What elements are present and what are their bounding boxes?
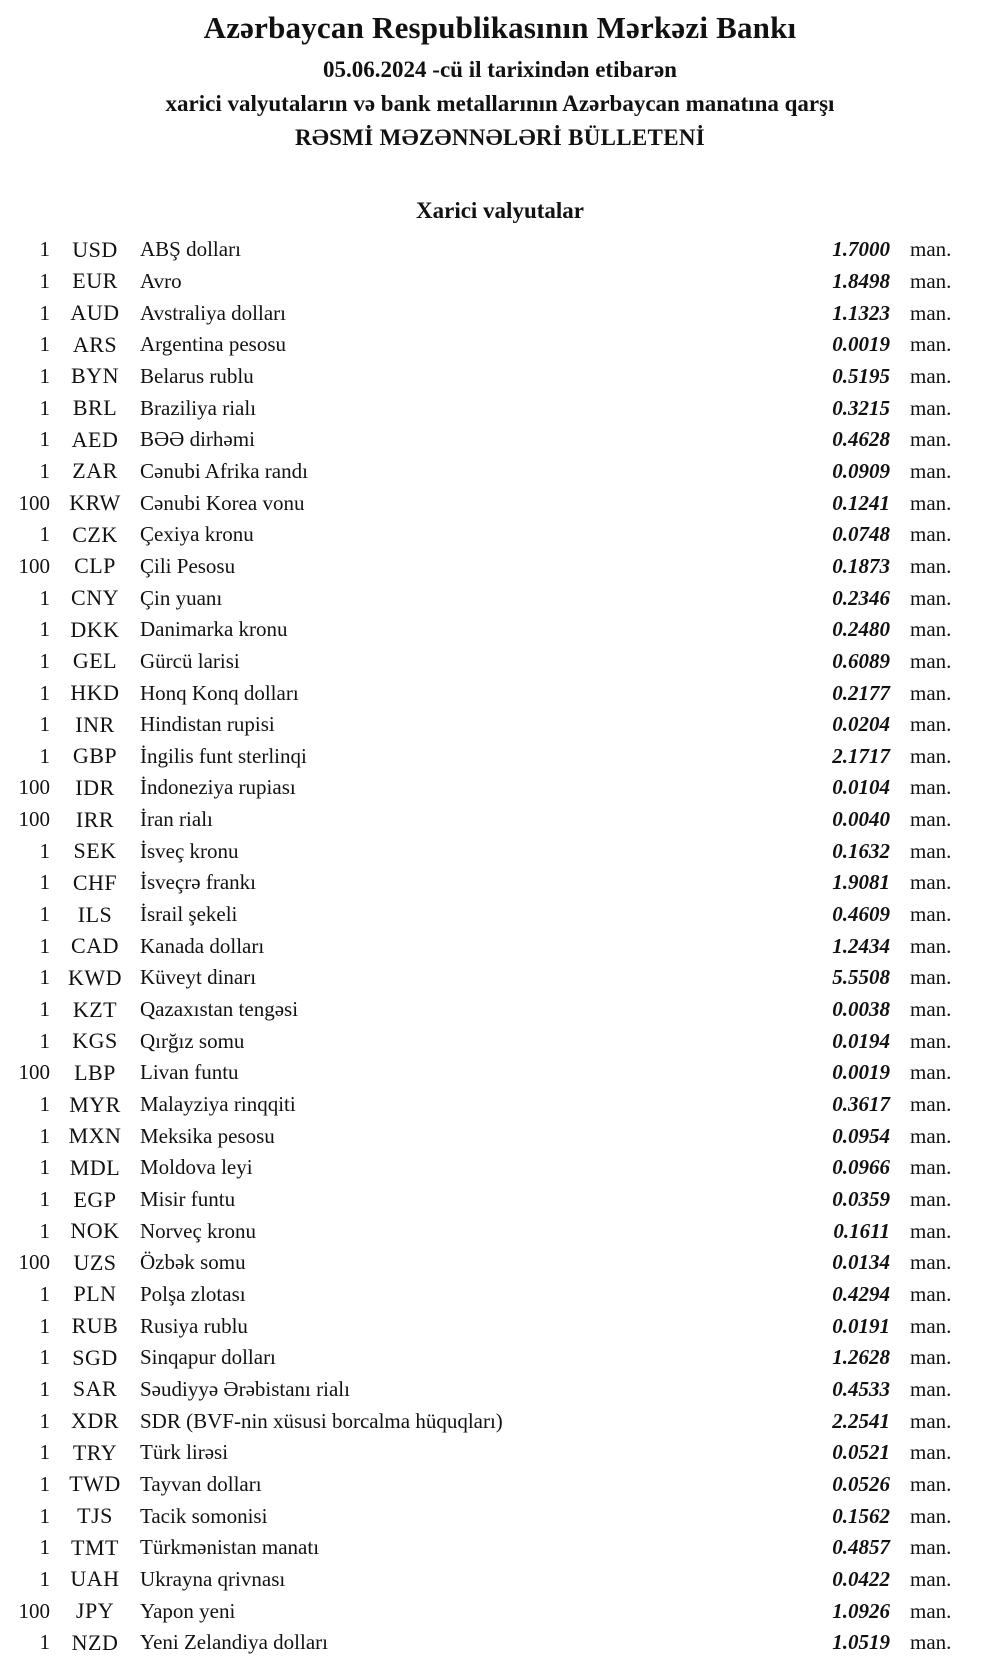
currency-name-cell: Yapon yeni <box>140 1598 236 1623</box>
rate-value-cell: 0.0204 <box>832 712 890 737</box>
currency-code-cell: RUB <box>71 1313 119 1339</box>
rate-value-cell: 0.0954 <box>832 1123 890 1148</box>
quantity-cell: 1 <box>39 522 50 547</box>
currency-name-cell: Çin yuanı <box>140 585 223 610</box>
currency-code-cell: NZD <box>71 1629 119 1655</box>
currency-name-cell: Argentina pesosu <box>140 332 287 357</box>
currency-code-cell: TMT <box>71 1534 119 1560</box>
rate-value-cell: 2.1717 <box>832 743 890 768</box>
unit-cell: man. <box>910 1281 952 1306</box>
quantity-cell: 1 <box>39 680 50 705</box>
exchange-rates-table <box>0 234 1000 1659</box>
currency-name-cell: Özbək somu <box>140 1250 246 1275</box>
currency-name-cell: İsrail şekeli <box>140 902 238 927</box>
quantity-cell: 1 <box>39 237 50 262</box>
currency-name-cell: BƏƏ dirhəmi <box>140 427 255 452</box>
currency-name-cell: Səudiyyə Ərəbistanı rialı <box>140 1376 350 1401</box>
rate-row <box>0 1279 1000 1311</box>
currency-code-cell: JPY <box>75 1598 115 1624</box>
rate-value-cell: 1.0519 <box>832 1630 890 1655</box>
quantity-cell: 1 <box>39 1440 50 1465</box>
rate-value-cell: 0.4533 <box>832 1376 890 1401</box>
unit-cell: man. <box>910 1345 952 1370</box>
rate-row <box>0 709 1000 741</box>
quantity-cell: 1 <box>39 648 50 673</box>
currency-code-cell: GEL <box>72 648 118 674</box>
rate-value-cell: 1.1323 <box>832 300 890 325</box>
rate-value-cell: 1.8498 <box>832 268 890 293</box>
rate-row <box>0 741 1000 773</box>
currency-name-cell: Çexiya kronu <box>140 522 254 547</box>
rate-value-cell: 0.2346 <box>832 585 890 610</box>
unit-cell: man. <box>910 268 952 293</box>
currency-code-cell: SAR <box>72 1376 118 1402</box>
rate-row <box>0 361 1000 393</box>
rate-row <box>0 1057 1000 1089</box>
unit-cell: man. <box>910 1092 952 1117</box>
currency-name-cell: SDR (BVF-nin xüsusi borcalma hüquqları) <box>140 1408 503 1433</box>
currency-code-cell: AUD <box>70 300 120 326</box>
unit-cell: man. <box>910 490 952 515</box>
currency-code-cell: KGS <box>72 1028 118 1054</box>
currency-code-cell: DKK <box>70 616 120 642</box>
rate-row <box>0 1595 1000 1627</box>
unit-cell: man. <box>910 1408 952 1433</box>
currency-code-cell: KWD <box>67 964 123 990</box>
unit-cell: man. <box>910 1440 952 1465</box>
unit-cell: man. <box>910 1535 952 1560</box>
quantity-cell: 1 <box>39 965 50 990</box>
currency-name-cell: İsveçrə frankı <box>140 870 257 895</box>
quantity-cell: 1 <box>39 1408 50 1433</box>
rate-row <box>0 1247 1000 1279</box>
unit-cell: man. <box>910 965 952 990</box>
currency-name-cell: Danimarka kronu <box>140 617 288 642</box>
currency-code-cell: BYN <box>71 363 119 389</box>
unit-cell: man. <box>910 395 952 420</box>
unit-cell: man. <box>910 680 952 705</box>
quantity-cell: 1 <box>39 585 50 610</box>
quantity-cell: 1 <box>39 458 50 483</box>
rate-value-cell: 0.0040 <box>832 807 890 832</box>
rate-value-cell: 1.2434 <box>832 933 890 958</box>
currency-code-cell: CAD <box>71 933 119 959</box>
currency-code-cell: ILS <box>77 901 113 927</box>
rate-row <box>0 297 1000 329</box>
rate-row <box>0 424 1000 456</box>
rate-row <box>0 1469 1000 1501</box>
rate-value-cell: 0.0359 <box>832 1187 890 1212</box>
rate-row <box>0 646 1000 678</box>
quantity-cell: 1 <box>39 1345 50 1370</box>
rate-value-cell: 0.0019 <box>832 1060 890 1085</box>
currency-name-cell: Cənubi Afrika randı <box>140 458 308 483</box>
unit-cell: man. <box>910 363 952 388</box>
currency-name-cell: İsveç kronu <box>140 838 239 863</box>
currency-code-cell: MXN <box>68 1123 122 1149</box>
rate-row <box>0 677 1000 709</box>
rate-value-cell: 0.6089 <box>832 648 890 673</box>
quantity-cell: 1 <box>39 1535 50 1560</box>
quantity-cell: 1 <box>39 1376 50 1401</box>
bulletin-title: RƏSMİ MƏZƏNNƏLƏRİ BÜLLETENİ <box>294 125 705 150</box>
rate-value-cell: 1.2628 <box>832 1345 890 1370</box>
currency-code-cell: KZT <box>72 996 118 1022</box>
rate-value-cell: 0.3215 <box>832 395 890 420</box>
currency-name-cell: Türkmənistan manatı <box>140 1535 320 1560</box>
unit-cell: man. <box>910 712 952 737</box>
currency-name-cell: Qazaxıstan tengəsi <box>140 997 299 1022</box>
quantity-cell: 1 <box>39 1187 50 1212</box>
unit-cell: man. <box>910 1313 952 1338</box>
rate-value-cell: 0.0966 <box>832 1155 890 1180</box>
bank-name-title: Azərbaycan Respublikasının Mərkəzi Bankı <box>203 10 797 45</box>
unit-cell: man. <box>910 300 952 325</box>
quantity-cell: 1 <box>39 427 50 452</box>
quantity-cell: 1 <box>39 363 50 388</box>
rate-value-cell: 0.2480 <box>832 617 890 642</box>
rate-value-cell: 0.4857 <box>832 1535 890 1560</box>
unit-cell: man. <box>910 1598 952 1623</box>
rate-value-cell: 0.0521 <box>832 1440 890 1465</box>
rate-value-cell: 0.0526 <box>832 1471 890 1496</box>
currency-name-cell: Qırğız somu <box>140 1028 245 1053</box>
currency-name-cell: Kanada dolları <box>140 933 265 958</box>
section-title-foreign-currencies: Xarici valyutalar <box>416 198 584 223</box>
unit-cell: man. <box>910 458 952 483</box>
currency-name-cell: Çili Pesosu <box>140 553 236 578</box>
rate-value-cell: 0.0909 <box>832 458 890 483</box>
currency-code-cell: GBP <box>72 743 118 769</box>
quantity-cell: 100 <box>18 1060 50 1085</box>
currency-name-cell: Norveç kronu <box>140 1218 257 1243</box>
unit-cell: man. <box>910 1250 952 1275</box>
rate-row <box>0 1184 1000 1216</box>
currency-code-cell: MDL <box>69 1154 121 1180</box>
unit-cell: man. <box>910 1471 952 1496</box>
currency-name-cell: Avstraliya dolları <box>140 300 286 325</box>
quantity-cell: 1 <box>39 300 50 325</box>
rate-row <box>0 1342 1000 1374</box>
currency-code-cell: IRR <box>75 806 115 832</box>
currency-name-cell: Tacik somonisi <box>140 1503 268 1528</box>
rate-value-cell: 1.0926 <box>832 1598 890 1623</box>
currency-code-cell: USD <box>72 236 118 262</box>
currency-name-cell: İndoneziya rupiası <box>140 775 296 800</box>
quantity-cell: 1 <box>39 712 50 737</box>
unit-cell: man. <box>910 1566 952 1591</box>
rate-row <box>0 835 1000 867</box>
rate-row <box>0 1120 1000 1152</box>
currency-code-cell: INR <box>75 711 115 737</box>
currency-code-cell: TRY <box>72 1439 118 1465</box>
rate-row <box>0 962 1000 994</box>
currency-code-cell: EGP <box>73 1186 117 1212</box>
currency-name-cell: Küveyt dinarı <box>140 965 257 990</box>
unit-cell: man. <box>910 997 952 1022</box>
unit-cell: man. <box>910 1630 952 1655</box>
currency-name-cell: Malayziya rinqqiti <box>140 1092 296 1117</box>
quantity-cell: 1 <box>39 902 50 927</box>
quantity-cell: 1 <box>39 1630 50 1655</box>
rate-row <box>0 456 1000 488</box>
quantity-cell: 100 <box>18 1250 50 1275</box>
currency-code-cell: NOK <box>70 1218 120 1244</box>
unit-cell: man. <box>910 1503 952 1528</box>
currency-name-cell: İngilis funt sterlinqi <box>140 743 307 768</box>
unit-cell: man. <box>910 553 952 578</box>
rate-row <box>0 772 1000 804</box>
bulletin-subtitle: xarici valyutaların və bank metallarının Azərbaycan manatına qarşı <box>165 91 835 116</box>
quantity-cell: 1 <box>39 268 50 293</box>
quantity-cell: 1 <box>39 332 50 357</box>
quantity-cell: 100 <box>18 553 50 578</box>
rate-value-cell: 1.7000 <box>832 237 890 262</box>
rate-value-cell: 0.1873 <box>832 553 890 578</box>
rate-row <box>0 234 1000 266</box>
currency-code-cell: EUR <box>72 268 118 294</box>
currency-name-cell: Livan funtu <box>140 1060 239 1085</box>
currency-code-cell: AED <box>71 426 119 452</box>
rate-row <box>0 804 1000 836</box>
quantity-cell: 1 <box>39 617 50 642</box>
quantity-cell: 1 <box>39 395 50 420</box>
rate-row <box>0 1025 1000 1057</box>
rate-row <box>0 519 1000 551</box>
currency-code-cell: CHF <box>72 869 118 895</box>
currency-name-cell: Moldova leyi <box>140 1155 253 1180</box>
rate-value-cell: 0.1562 <box>832 1503 890 1528</box>
currency-code-cell: TWD <box>69 1471 121 1497</box>
quantity-cell: 1 <box>39 1313 50 1338</box>
currency-name-cell: Hindistan rupisi <box>140 712 275 737</box>
unit-cell: man. <box>910 902 952 927</box>
currency-code-cell: ARS <box>72 331 118 357</box>
rate-value-cell: 0.1611 <box>833 1218 890 1243</box>
quantity-cell: 100 <box>18 775 50 800</box>
rate-row <box>0 1532 1000 1564</box>
unit-cell: man. <box>910 775 952 800</box>
quantity-cell: 1 <box>39 743 50 768</box>
quantity-cell: 1 <box>39 1092 50 1117</box>
currency-code-cell: SEK <box>73 838 117 864</box>
currency-name-cell: Meksika pesosu <box>140 1123 275 1148</box>
currency-code-cell: ZAR <box>72 458 118 484</box>
unit-cell: man. <box>910 1187 952 1212</box>
rate-row <box>0 487 1000 519</box>
currency-name-cell: Avro <box>140 268 182 293</box>
quantity-cell: 1 <box>39 838 50 863</box>
currency-name-cell: ABŞ dolları <box>140 237 241 262</box>
rate-value-cell: 0.2177 <box>832 680 890 705</box>
currency-code-cell: SGD <box>72 1344 118 1370</box>
rate-value-cell: 0.0191 <box>832 1313 890 1338</box>
currency-name-cell: Belarus rublu <box>140 363 254 388</box>
unit-cell: man. <box>910 237 952 262</box>
rate-row <box>0 1374 1000 1406</box>
currency-code-cell: XDR <box>71 1408 119 1434</box>
rate-value-cell: 0.1241 <box>832 490 890 515</box>
rate-value-cell: 0.5195 <box>832 363 890 388</box>
rate-value-cell: 0.0194 <box>832 1028 890 1053</box>
currency-name-cell: Sinqapur dolları <box>140 1345 276 1370</box>
effective-date-line: 05.06.2024 -cü il tarixindən etibarən <box>323 57 677 82</box>
quantity-cell: 100 <box>18 807 50 832</box>
unit-cell: man. <box>910 838 952 863</box>
quantity-cell: 100 <box>18 490 50 515</box>
rate-row <box>0 1627 1000 1659</box>
currency-name-cell: Polşa zlotası <box>140 1281 246 1306</box>
rate-value-cell: 0.0104 <box>832 775 890 800</box>
rate-value-cell: 0.4628 <box>832 427 890 452</box>
rate-value-cell: 0.3617 <box>832 1092 890 1117</box>
currency-code-cell: HKD <box>70 680 120 706</box>
quantity-cell: 1 <box>39 1218 50 1243</box>
currency-code-cell: UZS <box>73 1249 117 1275</box>
unit-cell: man. <box>910 870 952 895</box>
rate-value-cell: 0.0134 <box>832 1250 890 1275</box>
rate-row <box>0 867 1000 899</box>
currency-name-cell: Honq Konq dolları <box>140 680 299 705</box>
currency-code-cell: KRW <box>69 490 121 516</box>
currency-code-cell: IDR <box>75 774 115 800</box>
unit-cell: man. <box>910 522 952 547</box>
rate-row <box>0 1564 1000 1596</box>
currency-code-cell: BRL <box>72 395 118 421</box>
unit-cell: man. <box>910 1376 952 1401</box>
currency-name-cell: Yeni Zelandiya dolları <box>140 1630 328 1655</box>
rate-value-cell: 0.0019 <box>832 332 890 357</box>
unit-cell: man. <box>910 743 952 768</box>
rate-row <box>0 1152 1000 1184</box>
unit-cell: man. <box>910 332 952 357</box>
unit-cell: man. <box>910 933 952 958</box>
rate-row <box>0 1089 1000 1121</box>
currency-name-cell: Türk lirəsi <box>140 1440 229 1465</box>
currency-name-cell: Misir funtu <box>140 1187 236 1212</box>
quantity-cell: 100 <box>18 1598 50 1623</box>
rate-row <box>0 266 1000 298</box>
rate-row <box>0 329 1000 361</box>
rate-row <box>0 614 1000 646</box>
unit-cell: man. <box>910 807 952 832</box>
unit-cell: man. <box>910 1123 952 1148</box>
rate-value-cell: 0.4609 <box>832 902 890 927</box>
quantity-cell: 1 <box>39 1503 50 1528</box>
currency-name-cell: Gürcü larisi <box>140 648 240 673</box>
unit-cell: man. <box>910 427 952 452</box>
currency-code-cell: CLP <box>74 553 116 579</box>
unit-cell: man. <box>910 1218 952 1243</box>
quantity-cell: 1 <box>39 1155 50 1180</box>
currency-code-cell: MYR <box>69 1091 121 1117</box>
currency-name-cell: Braziliya rialı <box>140 395 257 420</box>
rate-row <box>0 551 1000 583</box>
currency-name-cell: Rusiya rublu <box>140 1313 248 1338</box>
quantity-cell: 1 <box>39 1123 50 1148</box>
rate-value-cell: 5.5508 <box>832 965 890 990</box>
rate-value-cell: 0.0422 <box>832 1566 890 1591</box>
currency-code-cell: CZK <box>72 521 118 547</box>
rate-row <box>0 994 1000 1026</box>
quantity-cell: 1 <box>39 1471 50 1496</box>
currency-code-cell: LBP <box>74 1059 116 1085</box>
currency-code-cell: TJS <box>77 1503 113 1529</box>
currency-name-cell: Cənubi Korea vonu <box>140 490 305 515</box>
rate-row <box>0 392 1000 424</box>
rate-value-cell: 0.1632 <box>832 838 890 863</box>
currency-code-cell: PLN <box>73 1281 117 1307</box>
rate-row <box>0 1310 1000 1342</box>
currency-name-cell: Tayvan dolları <box>140 1471 262 1496</box>
rate-value-cell: 0.0748 <box>832 522 890 547</box>
quantity-cell: 1 <box>39 870 50 895</box>
rate-row <box>0 582 1000 614</box>
rate-value-cell: 0.0038 <box>832 997 890 1022</box>
currency-name-cell: İran rialı <box>140 807 213 832</box>
rate-row <box>0 899 1000 931</box>
unit-cell: man. <box>910 648 952 673</box>
quantity-cell: 1 <box>39 1281 50 1306</box>
rate-row <box>0 1437 1000 1469</box>
quantity-cell: 1 <box>39 1566 50 1591</box>
currency-code-cell: UAH <box>70 1566 120 1592</box>
quantity-cell: 1 <box>39 997 50 1022</box>
rate-row <box>0 930 1000 962</box>
rate-row <box>0 1500 1000 1532</box>
unit-cell: man. <box>910 617 952 642</box>
rate-row <box>0 1405 1000 1437</box>
rate-row <box>0 1215 1000 1247</box>
unit-cell: man. <box>910 1028 952 1053</box>
quantity-cell: 1 <box>39 1028 50 1053</box>
rate-value-cell: 2.2541 <box>832 1408 890 1433</box>
rate-value-cell: 1.9081 <box>832 870 890 895</box>
unit-cell: man. <box>910 585 952 610</box>
currency-name-cell: Ukrayna qrivnası <box>140 1566 286 1591</box>
rate-value-cell: 0.4294 <box>832 1281 890 1306</box>
currency-code-cell: CNY <box>71 585 119 611</box>
quantity-cell: 1 <box>39 933 50 958</box>
unit-cell: man. <box>910 1060 952 1085</box>
unit-cell: man. <box>910 1155 952 1180</box>
